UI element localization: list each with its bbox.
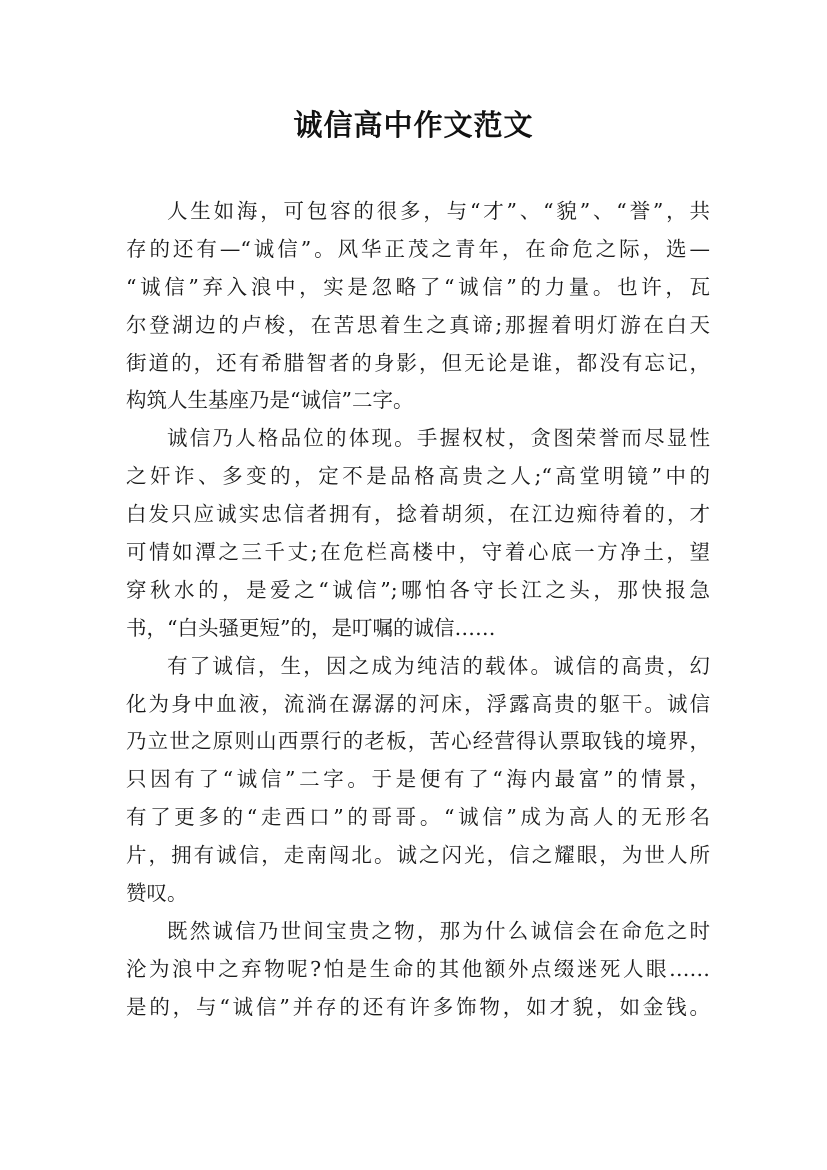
paragraph-line: 赞叹。 [126, 881, 188, 906]
paragraph-line: 可情如潭之三千丈;在危栏高楼中，守着心底一方净土，望 [126, 540, 710, 565]
paragraph-line: 人生如海，可包容的很多，与“才”、“貌”、“誉”，共 [167, 199, 710, 223]
paragraph-line: 片，拥有诚信，走南闯北。诚之闪光，信之耀眼，为世人所 [126, 843, 710, 868]
paragraph-line: 存的还有—“诚信”。风华正茂之青年，在命危之际，选— [126, 236, 710, 261]
paragraph-line: 构筑人生基座乃是“诚信”二字。 [126, 388, 414, 413]
paragraph-2 [126, 420, 710, 647]
paragraph-line: 是的，与“诚信”并存的还有许多饰物，如才貌，如金钱。 [126, 994, 710, 1019]
paragraph-line: 之奸诈、多变的，定不是品格高贵之人;“高堂明镜”中的 [126, 464, 710, 489]
paragraph-line: 化为身中血液，流淌在潺潺的河床，浮露高贵的躯干。诚信 [126, 691, 710, 716]
paragraph-line: 沦为浪中之弃物呢?怕是生命的其他额外点缀迷死人眼…… [126, 956, 710, 981]
paragraph-line: “诚信”弃入浪中，实是忽略了“诚信”的力量。也许，瓦 [126, 274, 710, 299]
paragraph-line: 有了诚信，生，因之成为纯洁的载体。诚信的高贵，幻 [167, 653, 710, 678]
paragraph-line: 诚信乃人格品位的体现。手握权杖，贪图荣誉而尽显性 [167, 426, 710, 451]
paragraph-line: 尔登湖边的卢梭，在苦思着生之真谛;那握着明灯游在白天 [126, 312, 710, 337]
paragraph-line: 穿秋水的，是爱之“诚信”;哪怕各守长江之头，那快报急 [126, 577, 710, 602]
paragraph-line: 乃立世之原则山西票行的老板，苦心经营得认票取钱的境界， [126, 729, 710, 754]
paragraph-1 [126, 193, 710, 420]
paragraph-line: 只因有了“诚信”二字。于是便有了“海内最富”的情景， [126, 767, 710, 792]
paragraph-3 [126, 648, 710, 913]
paragraph-line: 有了更多的“走西口”的哥哥。“诚信”成为高人的无形名 [126, 805, 710, 830]
paragraph-line: 街道的，还有希腊智者的身影，但无论是谁，都没有忘记， [126, 350, 710, 375]
paragraph-line: 既然诚信乃世间宝贵之物，那为什么诚信会在命危之时 [167, 918, 710, 943]
paragraph-line: 白发只应诚实忠信者拥有，捻着胡须，在江边痴待着的，才 [126, 502, 710, 527]
document-title: 诚信高中作文范文 [293, 108, 534, 142]
document-body [126, 193, 710, 1027]
paragraph-line: 书，“白头骚更短”的，是叮嘱的诚信…… [126, 615, 496, 640]
paragraph-4 [126, 913, 710, 1027]
